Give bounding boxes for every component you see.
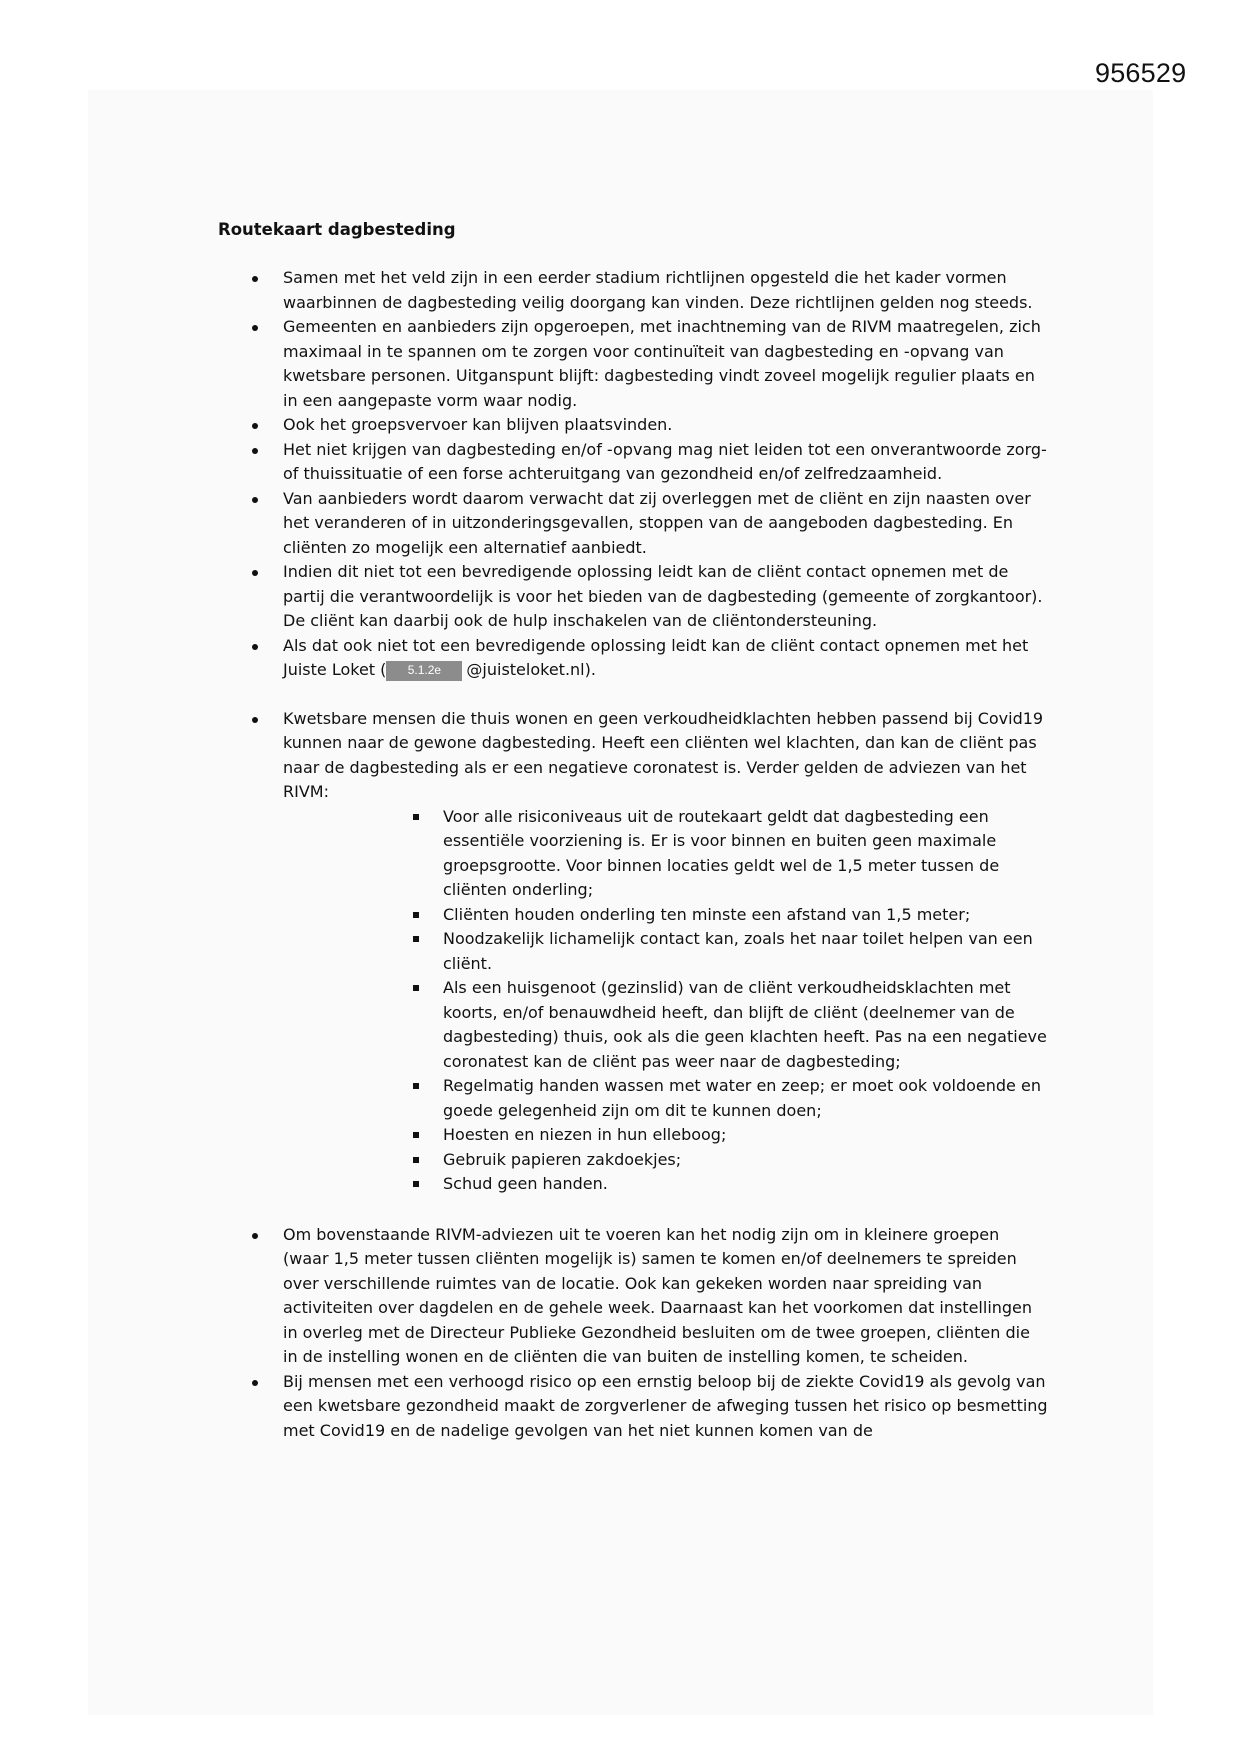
bullet-dot-icon [252, 497, 258, 503]
advice-item: Cliënten houden onderling ten minste een afstand van 1,5 meter; [411, 903, 1048, 928]
document-title: Routekaart dagbesteding [218, 220, 456, 239]
list-item: Ook het groepsvervoer kan blijven plaatsvinden. [248, 413, 1048, 438]
advice-item: Regelmatig handen wassen met water en zeep; er moet ook voldoende en goede gelegenheid zijn om dit te kunnen doen; [411, 1074, 1048, 1123]
square-bullet-icon [413, 985, 419, 991]
advice-item: Als een huisgenoot (gezinslid) van de cliënt verkoudheidsklachten met koorts, en/of benauwdheid heeft, dan blijft de cliënt (deelnemer van de dagbesteding) thuis, ook als die geen klachten heeft. Pas na een negatieve coronatest kan de cliënt pas weer naar de dagbesteding; [411, 976, 1048, 1074]
redaction-box: 5.1.2e [386, 661, 462, 681]
advice-item: Gebruik papieren zakdoekjes; [411, 1148, 1048, 1173]
bullet-dot-icon [252, 276, 258, 282]
square-bullet-icon [413, 814, 419, 820]
bullet-dot-icon [252, 423, 258, 429]
bullet-dot-icon [252, 325, 258, 331]
bullet-dot-icon [252, 570, 258, 576]
bullet-dot-icon [252, 448, 258, 454]
advice-item: Schud geen handen. [411, 1172, 1048, 1197]
square-bullet-icon [413, 1181, 419, 1187]
list-item: Indien dit niet tot een bevredigende oplossing leidt kan de cliënt contact opnemen met de partij die verantwoordelijk is voor het bieden van de dagbesteding (gemeente of zorgkantoor). De cliënt kan daarbij ook de hulp inschakelen van de cliëntondersteuning. [248, 560, 1048, 634]
kwetsbare-list-item: Kwetsbare mensen die thuis wonen en geen verkoudheidklachten hebben passend bij Covid19 kunnen naar de gewone dagbesteding. Heeft een cliënten wel klachten, dan kan de cliënt pas naar de dagbesteding als er een negatieve coronatest is. Verder gelden de adviezen van het RIVM: Voor alle risiconiveaus uit de routekaart geldt dat dagbesteding een essentiële voorziening is. Er is voor binnen en buiten geen maximale groepsgrootte. Voor binnen locaties geldt wel de 1,5 meter tussen de cliënten onderling; Cliënten houden onderling ten minste een afstand van 1,5 meter; Noodzakelijk lichamelijk contact kan, zoals het naar toilet helpen van een cliënt. Als een huisgenoot (gezinslid) van de cliënt verkoudheidsklachten met koorts, en/of benauwdheid heeft, dan blijft de cliënt (deelnemer van de dagbesteding) thuis, ook als die geen klachten heeft. Pas na een negatieve coronatest kan de cliënt pas weer naar de dagbesteding; Regelmatig handen wassen met water en zeep; er moet ook voldoende en goede gelegenheid zijn om dit te kunnen doen; Hoesten en niezen in hun elleboog; Gebruik papieren zakdoekjes; Schud geen handen. [248, 707, 1048, 1197]
advice-item: Voor alle risiconiveaus uit de routekaart geldt dat dagbesteding een essentiële voorziening is. Er is voor binnen en buiten geen maximale groepsgrootte. Voor binnen locaties geldt wel de 1,5 meter tussen de cliënten onderling; [411, 805, 1048, 903]
page-id-number: 956529 [1095, 58, 1187, 88]
list-item: Bij mensen met een verhoogd risico op een ernstig beloop bij de ziekte Covid19 als gevolg van een kwetsbare gezondheid maakt de zorgverlener de afweging tussen het risico op besmetting met Covid19 en de nadelige gevolgen van het niet kunnen komen van de [248, 1370, 1048, 1444]
square-bullet-icon [413, 1083, 419, 1089]
list-item: Het niet krijgen van dagbesteding en/of -opvang mag niet leiden tot een onverantwoorde zorg- of thuissituatie of een forse achteruitgang van gezondheid en/of zelfredzaamheid. [248, 438, 1048, 487]
bullet-dot-icon [252, 1233, 258, 1239]
list-item: Gemeenten en aanbieders zijn opgeroepen, met inachtneming van de RIVM maatregelen, zich maximaal in te spannen om te zorgen voor continuïteit van dagbesteding en -opvang van kwetsbare personen. Uitganspunt blijft: dagbesteding vindt zoveel mogelijk regulier plaats en in een aangepaste vorm waar nodig. [248, 315, 1048, 413]
bullet-dot-icon [252, 644, 258, 650]
bullet-dot-icon [252, 717, 258, 723]
rivm-advice-list [283, 805, 1048, 1197]
list-item: Van aanbieders wordt daarom verwacht dat zij overleggen met de cliënt en zijn naasten over het veranderen of in uitzonderingsgevallen, stoppen van de aangeboden dagbesteding. En cliënten zo mogelijk een alternatief aanbiedt. [248, 487, 1048, 561]
advice-item: Hoesten en niezen in hun elleboog; [411, 1123, 1048, 1148]
square-bullet-icon [413, 936, 419, 942]
square-bullet-icon [413, 1132, 419, 1138]
loket-list-item: Als dat ook niet tot een bevredigende oplossing leidt kan de cliënt contact opnemen met het Juiste Loket ( 5.1.2e @juisteloket.nl). [248, 634, 1048, 683]
list-item: Om bovenstaande RIVM-adviezen uit te voeren kan het nodig zijn om in kleinere groepen (waar 1,5 meter tussen cliënten mogelijk is) samen te komen en/of deelnemers te spreiden over verschillende ruimtes van de locatie. Ook kan gekeken worden naar spreiding van activiteiten over dagdelen en de gehele week. Daarnaast kan het voorkomen dat instellingen in overleg met de Directeur Publieke Gezondheid besluiten om de twee groepen, cliënten die in de instelling wonen en de cliënten die van buiten de instelling komen, te scheiden. [248, 1223, 1048, 1370]
square-bullet-icon [413, 912, 419, 918]
bullet-dot-icon [252, 1380, 258, 1386]
list-item: Samen met het veld zijn in een eerder stadium richtlijnen opgesteld die het kader vormen waarbinnen de dagbesteding veilig doorgang kan vinden. Deze richtlijnen gelden nog steeds. [248, 266, 1048, 315]
advice-item: Noodzakelijk lichamelijk contact kan, zoals het naar toilet helpen van een cliënt. [411, 927, 1048, 976]
main-bullet-list [248, 266, 1048, 1443]
square-bullet-icon [413, 1157, 419, 1163]
